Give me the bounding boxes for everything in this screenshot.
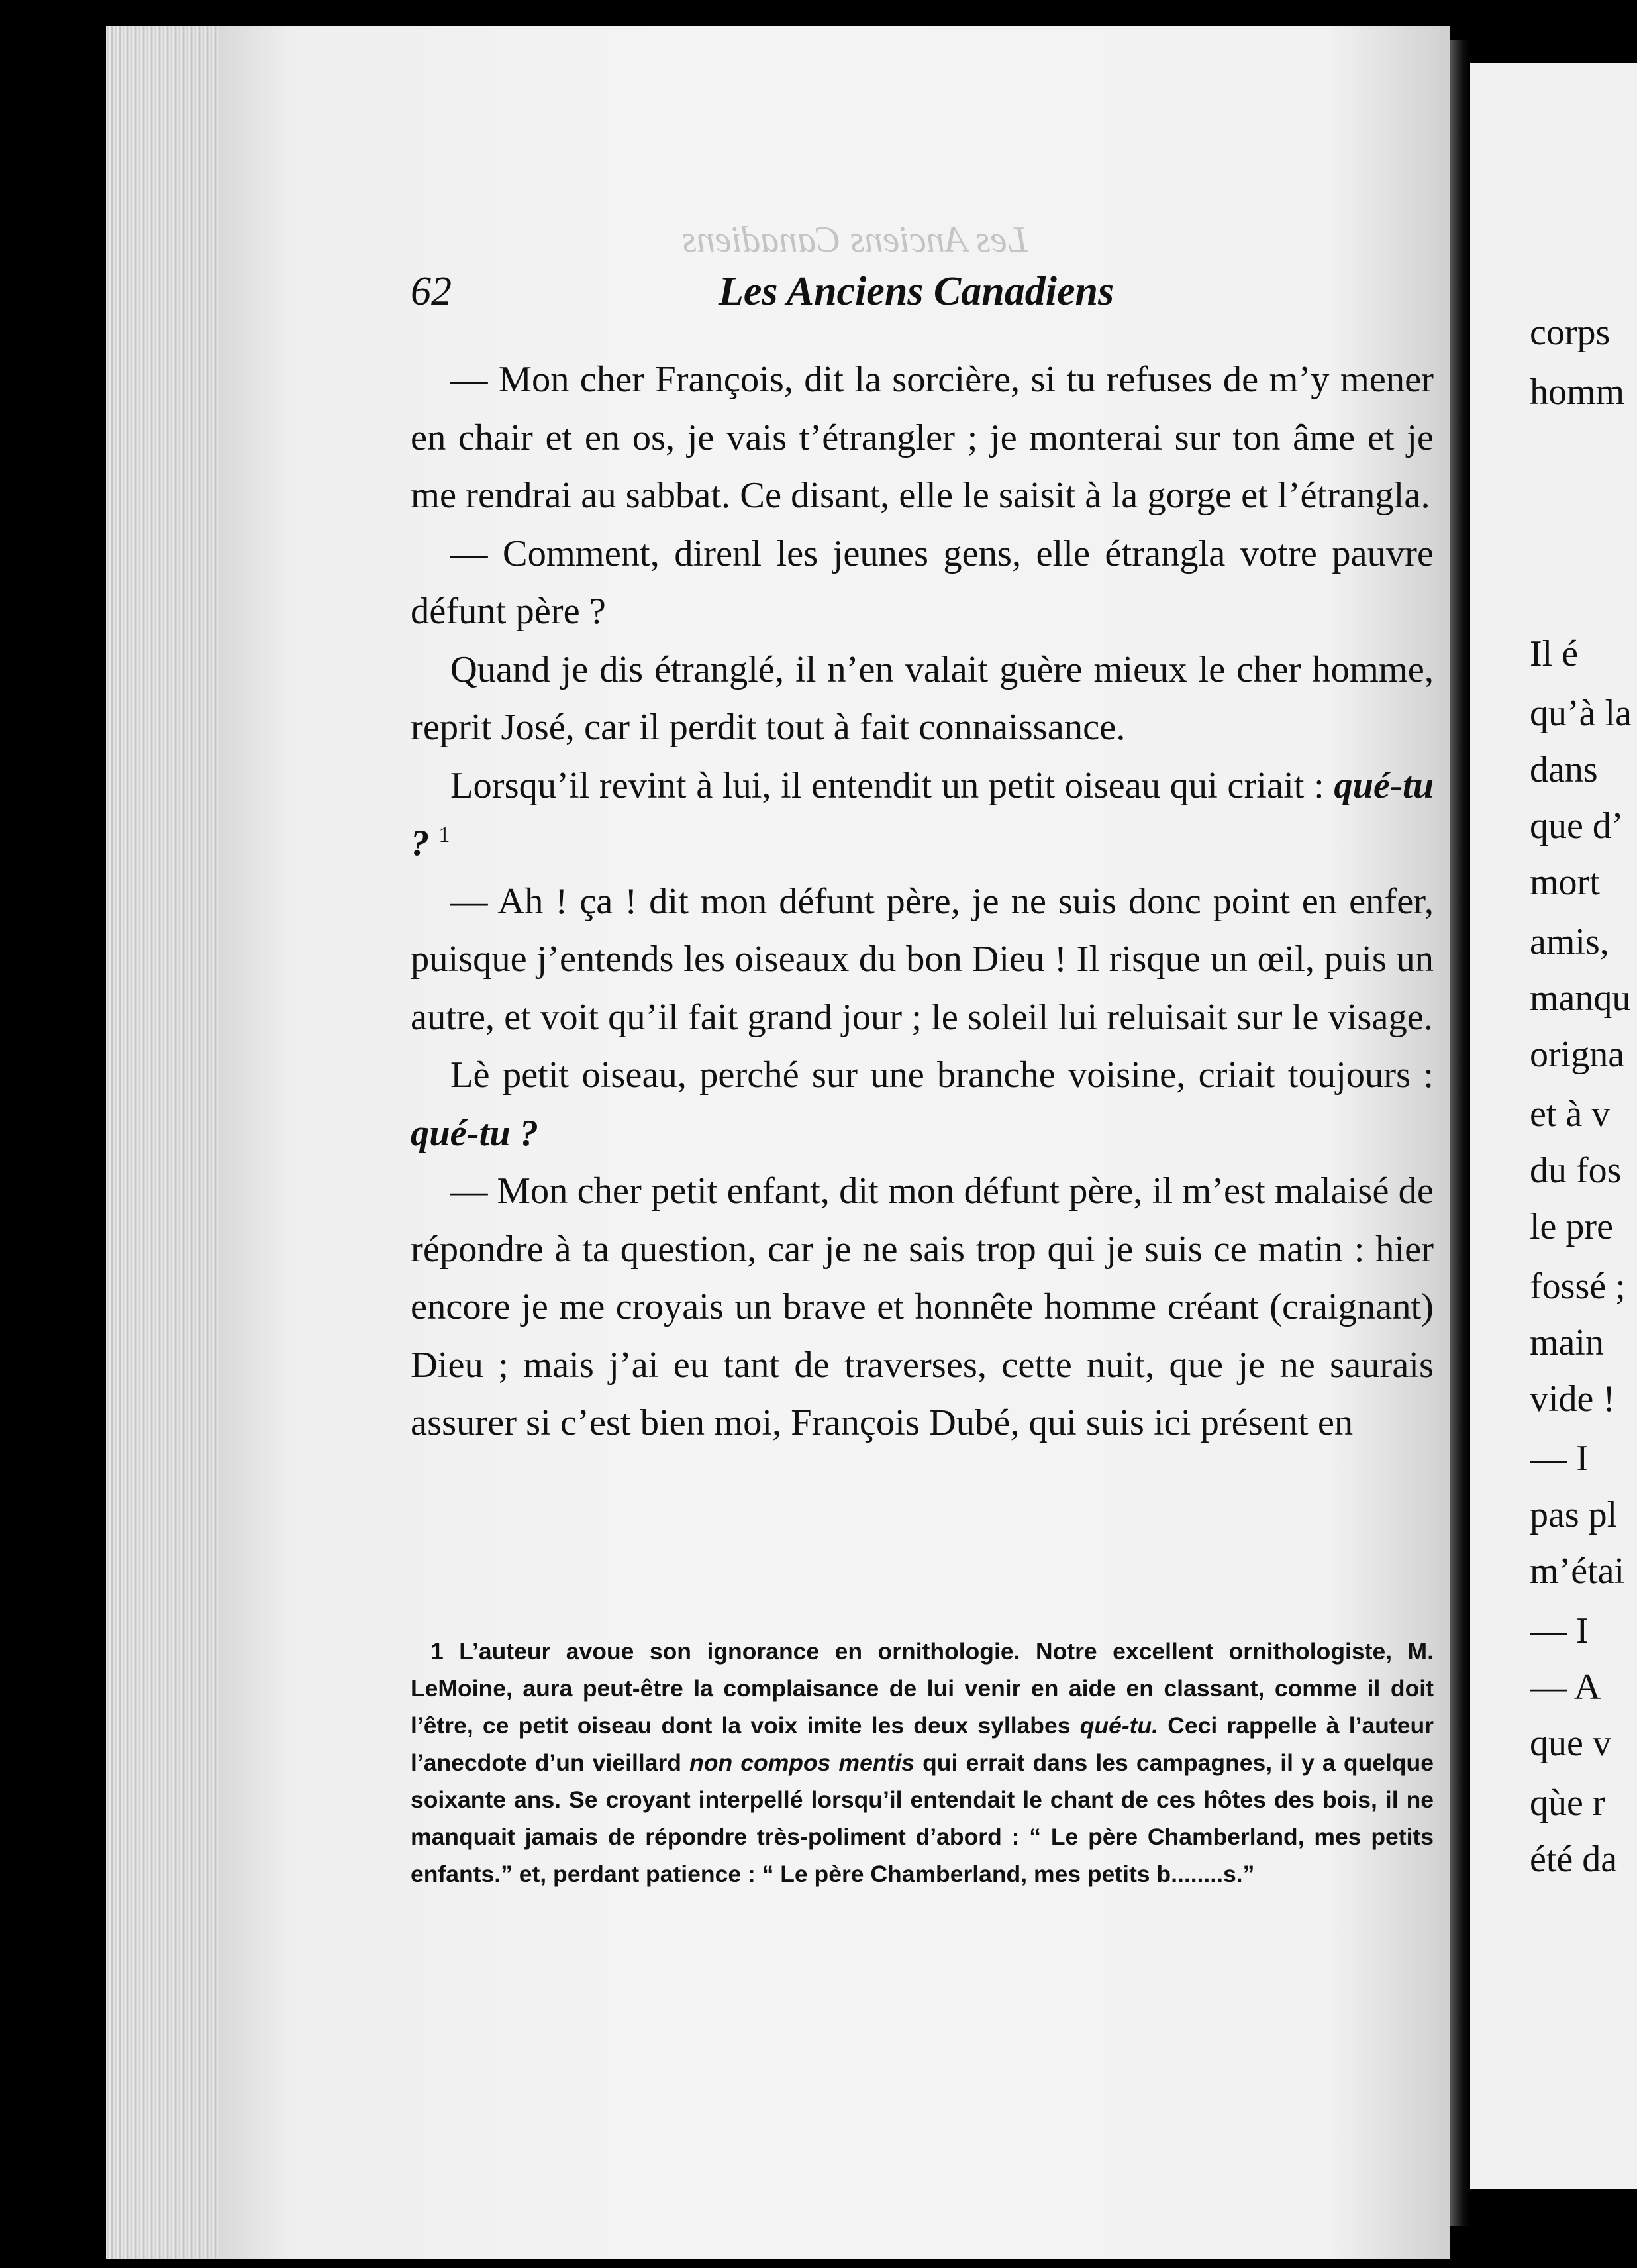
paragraph: — Mon cher petit enfant, dit mon défunt père, il m’est malaisé de répondre à ta question, car je ne sais trop qui je suis ce matin : hier encore je me croyais un brave et honnête homme créant (craignant) Dieu ; mais j’ai eu tant de traverses, cette nuit, que je ne saurais assurer si c’est bien moi, François Dubé, qui suis ici présent en — [411, 1170, 1434, 1443]
right-line: fossé ; — [1530, 1266, 1626, 1307]
footnote-italic: non compos mentis — [689, 1749, 915, 1776]
paragraph — [411, 1047, 1434, 1162]
right-line: et à v — [1530, 1094, 1611, 1135]
right-line: le pre — [1530, 1206, 1613, 1247]
right-line: mort — [1530, 862, 1600, 903]
paragraph-text: Lorsqu’il revint à lui, il entendit un petit oiseau qui criait : — [450, 764, 1324, 806]
right-line: que v — [1530, 1723, 1611, 1764]
right-line: vide ! — [1530, 1378, 1616, 1419]
footnote-italic: qué-tu. — [1079, 1712, 1159, 1739]
running-title: Les Anciens Canadiens — [719, 269, 1115, 314]
show-through-header: Les Anciens Canadiens — [682, 219, 1028, 260]
que-tu-italic: qué-tu ? — [411, 1112, 539, 1154]
footnote — [411, 1633, 1434, 1892]
footnote-text: Ceci rappelle à l’auteur l’anecdote d’un vieillard — [411, 1712, 1434, 1776]
footnote-text: qui errait dans les campagnes, il y a quelque soixante ans. Se croyant interpellé lorsqu’il entendait le chant de ces hôtes des bois, il ne manquait jamais de répondre très-poliment d’abord : “ Le père Chamberland, mes petits enfants.” et, perdant patience : “ Le père Chamberland, mes petits b........s.” — [411, 1749, 1434, 1887]
right-line: pas pl — [1530, 1494, 1618, 1535]
page-header — [411, 268, 1430, 328]
paragraph: — Mon cher François, dit la sorcière, si tu refuses de m’y mener en chair et en os, je vais t’étrangler ; je monterai sur ton âme et je me rendrai au sabbat. Ce disant, elle le saisit à la gorge et l’étrangla. — [411, 359, 1434, 516]
right-line: qu’à la — [1530, 693, 1632, 734]
paragraph: Quand je dis étranglé, il n’en valait guère mieux le cher homme, reprit José, car il perdit tout à fait connaissance. — [411, 648, 1434, 748]
footnote-number: 1 — [430, 1638, 444, 1665]
body-text — [411, 351, 1434, 1453]
right-line: m’étai — [1530, 1551, 1625, 1592]
right-line: du fos — [1530, 1150, 1622, 1191]
paragraph — [411, 757, 1434, 873]
right-line: main — [1530, 1322, 1604, 1363]
right-line: origna — [1530, 1034, 1625, 1075]
right-line: amis, — [1530, 921, 1609, 962]
right-line: que d’ — [1530, 805, 1624, 847]
right-line: — I — [1530, 1610, 1589, 1651]
que-tu-italic: qué-tu ? — [411, 764, 1434, 864]
footnote-paragraph — [411, 1633, 1434, 1892]
right-line: corps — [1530, 312, 1611, 353]
right-line: homm — [1530, 372, 1625, 413]
paragraph: — Ah ! ça ! dit mon défunt père, je ne suis donc point en enfer, puisque j’entends les oiseaux du bon Dieu ! Il risque un œil, puis un autre, et voit qu’il fait grand jour ; le soleil lui reluisait sur le visage. — [411, 880, 1434, 1038]
right-line: — I — [1530, 1438, 1589, 1479]
right-line: Il é — [1530, 633, 1579, 674]
right-line: manqu — [1530, 978, 1631, 1019]
footnote-text: L’auteur avoue son ignorance en ornithologie. Notre excellent ornithologiste, M. LeMoine, aura peut-être la complaisance de lui venir en aide en classant, comme il doit l’être, ce petit oiseau dont la voix imite les deux syllabes — [411, 1638, 1434, 1739]
right-line: qùe r — [1530, 1782, 1605, 1824]
paragraph-text: Lè petit oiseau, perché sur une branche voisine, criait toujours : — [450, 1055, 1434, 1096]
page-number: 62 — [411, 269, 452, 314]
right-line: été da — [1530, 1839, 1618, 1880]
book-gutter — [1450, 40, 1470, 2226]
footnote-ref: 1 — [438, 823, 450, 848]
right-line: dans — [1530, 749, 1598, 790]
paragraph: — Comment, direnl les jeunes gens, elle étrangla votre pauvre défunt père ? — [411, 533, 1434, 632]
right-line: — A — [1530, 1667, 1601, 1708]
